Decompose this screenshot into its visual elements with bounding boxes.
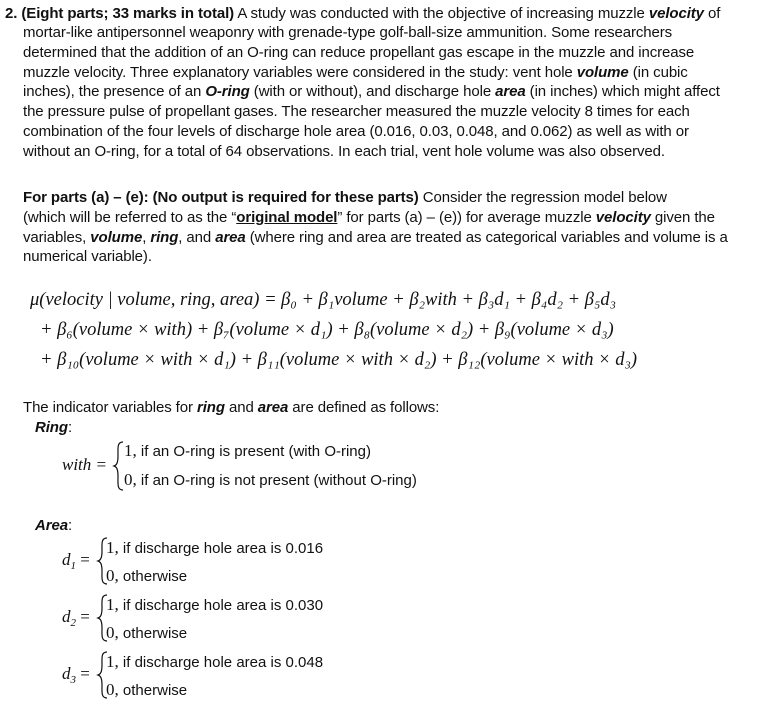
indicator-text: and — [224, 399, 258, 416]
indicator-text: are defined as follows: — [288, 399, 440, 416]
area-label: Area — [35, 517, 68, 534]
ring-heading — [35, 418, 72, 437]
parts-intro-line-2 — [23, 208, 715, 227]
case-text: if an O-ring is not present (without O-ring) — [136, 472, 417, 489]
parts-text: given the — [650, 209, 715, 226]
intro-text: A study was conducted with the objective of increasing muzzle — [237, 5, 649, 22]
d-symbol: d — [62, 664, 71, 683]
intro-text: muzzle velocity. Three explanatory variables were considered in the study: vent hole — [23, 64, 577, 81]
parts-intro-line-4: numerical variable). — [23, 248, 152, 265]
case-value: 0, — [106, 623, 119, 642]
colon: : — [67, 419, 73, 436]
parts-text: (which will be referred to as the “ — [23, 209, 237, 226]
parts-text: ” for parts (a) – (e)) for average muzzle — [337, 209, 596, 226]
case-value: 1, — [124, 441, 137, 460]
case-text: if discharge hole area is 0.030 — [118, 597, 324, 614]
problem-line-1 — [5, 4, 720, 23]
parts-text: , — [142, 229, 151, 246]
d-symbol: d — [62, 550, 71, 569]
case-value: 0, — [106, 680, 119, 699]
case-text: if discharge hole area is 0.048 — [118, 654, 324, 671]
area-term: area — [215, 229, 246, 246]
problem-header: (Eight parts; 33 marks in total) — [21, 5, 235, 22]
d1-case-1 — [106, 538, 323, 558]
d1-case-0 — [106, 566, 187, 586]
intro-line-2: mortar-like antipersonnel weaponry with grenade-type golf-ball-size ammunition. Some researchers — [23, 24, 673, 41]
colon: : — [67, 517, 73, 534]
case-text: otherwise — [118, 568, 188, 585]
case-text: if an O-ring is present (with O-ring) — [136, 443, 371, 460]
parts-intro-line-1 — [23, 188, 667, 207]
area-term: area — [495, 83, 526, 100]
ring-term: ring — [196, 399, 225, 416]
parts-text: , and — [178, 229, 216, 246]
indicator-intro — [23, 398, 439, 417]
intro-text: of — [703, 5, 721, 22]
parts-lead: For parts (a) – (e): (No output is required for these parts) — [23, 189, 419, 206]
case-value: 1, — [106, 652, 119, 671]
intro-text: (in inches) which might affect — [525, 83, 720, 100]
intro-line-5 — [23, 82, 720, 101]
intro-line-7: combination of the four levels of discharge hole area (0.016, 0.03, 0.048, and 0.062) as well as with or — [23, 123, 689, 140]
case-value: 0, — [106, 566, 119, 585]
oring-term: O-ring — [205, 83, 250, 100]
indicator-text: The indicator variables for — [23, 399, 197, 416]
intro-line-4 — [23, 63, 688, 82]
d3-lhs: $d_3$ = — [62, 664, 90, 686]
intro-text: (in cubic — [628, 64, 688, 81]
with-lhs: with = — [62, 455, 108, 474]
ring-term: ring — [150, 229, 179, 246]
intro-text: inches), the presence of an — [23, 83, 206, 100]
d3-case-1 — [106, 652, 323, 672]
d2-case-1 — [106, 595, 323, 615]
parts-text: Consider the regression model below — [418, 189, 667, 206]
problem-number: 2. — [5, 5, 18, 22]
model-equation-line-2: + β₆(volume × with) + β₇(volume × d₁) + β₈(volume × d₂) + β₉(volume × d₃) — [40, 320, 614, 340]
d1-lhs: $d_1$ = — [62, 550, 90, 572]
original-model-term: original model — [236, 209, 338, 226]
case-text: otherwise — [118, 625, 188, 642]
with-case-1 — [124, 441, 371, 461]
d-symbol: d — [62, 607, 71, 626]
volume-term: volume — [90, 229, 143, 246]
parts-text: variables, — [23, 229, 91, 246]
d2-lhs: $d_2$ = — [62, 607, 90, 629]
area-term: area — [257, 399, 289, 416]
velocity-term: velocity — [595, 209, 651, 226]
parts-intro-line-3 — [23, 228, 728, 247]
d3-case-0 — [106, 680, 187, 700]
case-value: 1, — [106, 538, 119, 557]
intro-line-8: without an O-ring, for a total of 64 observations. In each trial, vent hole volume was also observed. — [23, 143, 665, 160]
model-equation-line-1: μ(velocity | volume, ring, area) = β₀ + β₁volume + β₂with + β₃d₁ + β₄d₂ + β₅d₃ — [30, 290, 617, 310]
case-text: otherwise — [118, 682, 188, 699]
volume-term: volume — [576, 64, 629, 81]
parts-text: (where ring and area are treated as categorical variables and volume is a — [245, 229, 728, 246]
model-equation-line-3: + β₁₀(volume × with × d₁) + β₁₁(volume × with × d₂) + β₁₂(volume × with × d₃) — [40, 350, 638, 370]
intro-line-6: the pressure pulse of propellant gases. The researcher measured the muzzle velocity 8 times for each — [23, 103, 690, 120]
d2-case-0 — [106, 623, 187, 643]
d-subscript: 2 — [70, 617, 76, 629]
case-value: 1, — [106, 595, 119, 614]
case-value: 0, — [124, 470, 137, 489]
case-text: if discharge hole area is 0.016 — [118, 540, 324, 557]
intro-line-3: determined that the addition of an O-ring can reduce propellant gas escape in the muzzle and increase — [23, 44, 695, 61]
d-subscript: 3 — [70, 674, 76, 686]
velocity-term: velocity — [648, 5, 704, 22]
with-case-0 — [124, 470, 417, 490]
ring-label: Ring — [35, 419, 68, 436]
intro-text: (with or without), and discharge hole — [249, 83, 496, 100]
area-heading — [35, 516, 72, 535]
d-subscript: 1 — [70, 560, 76, 572]
